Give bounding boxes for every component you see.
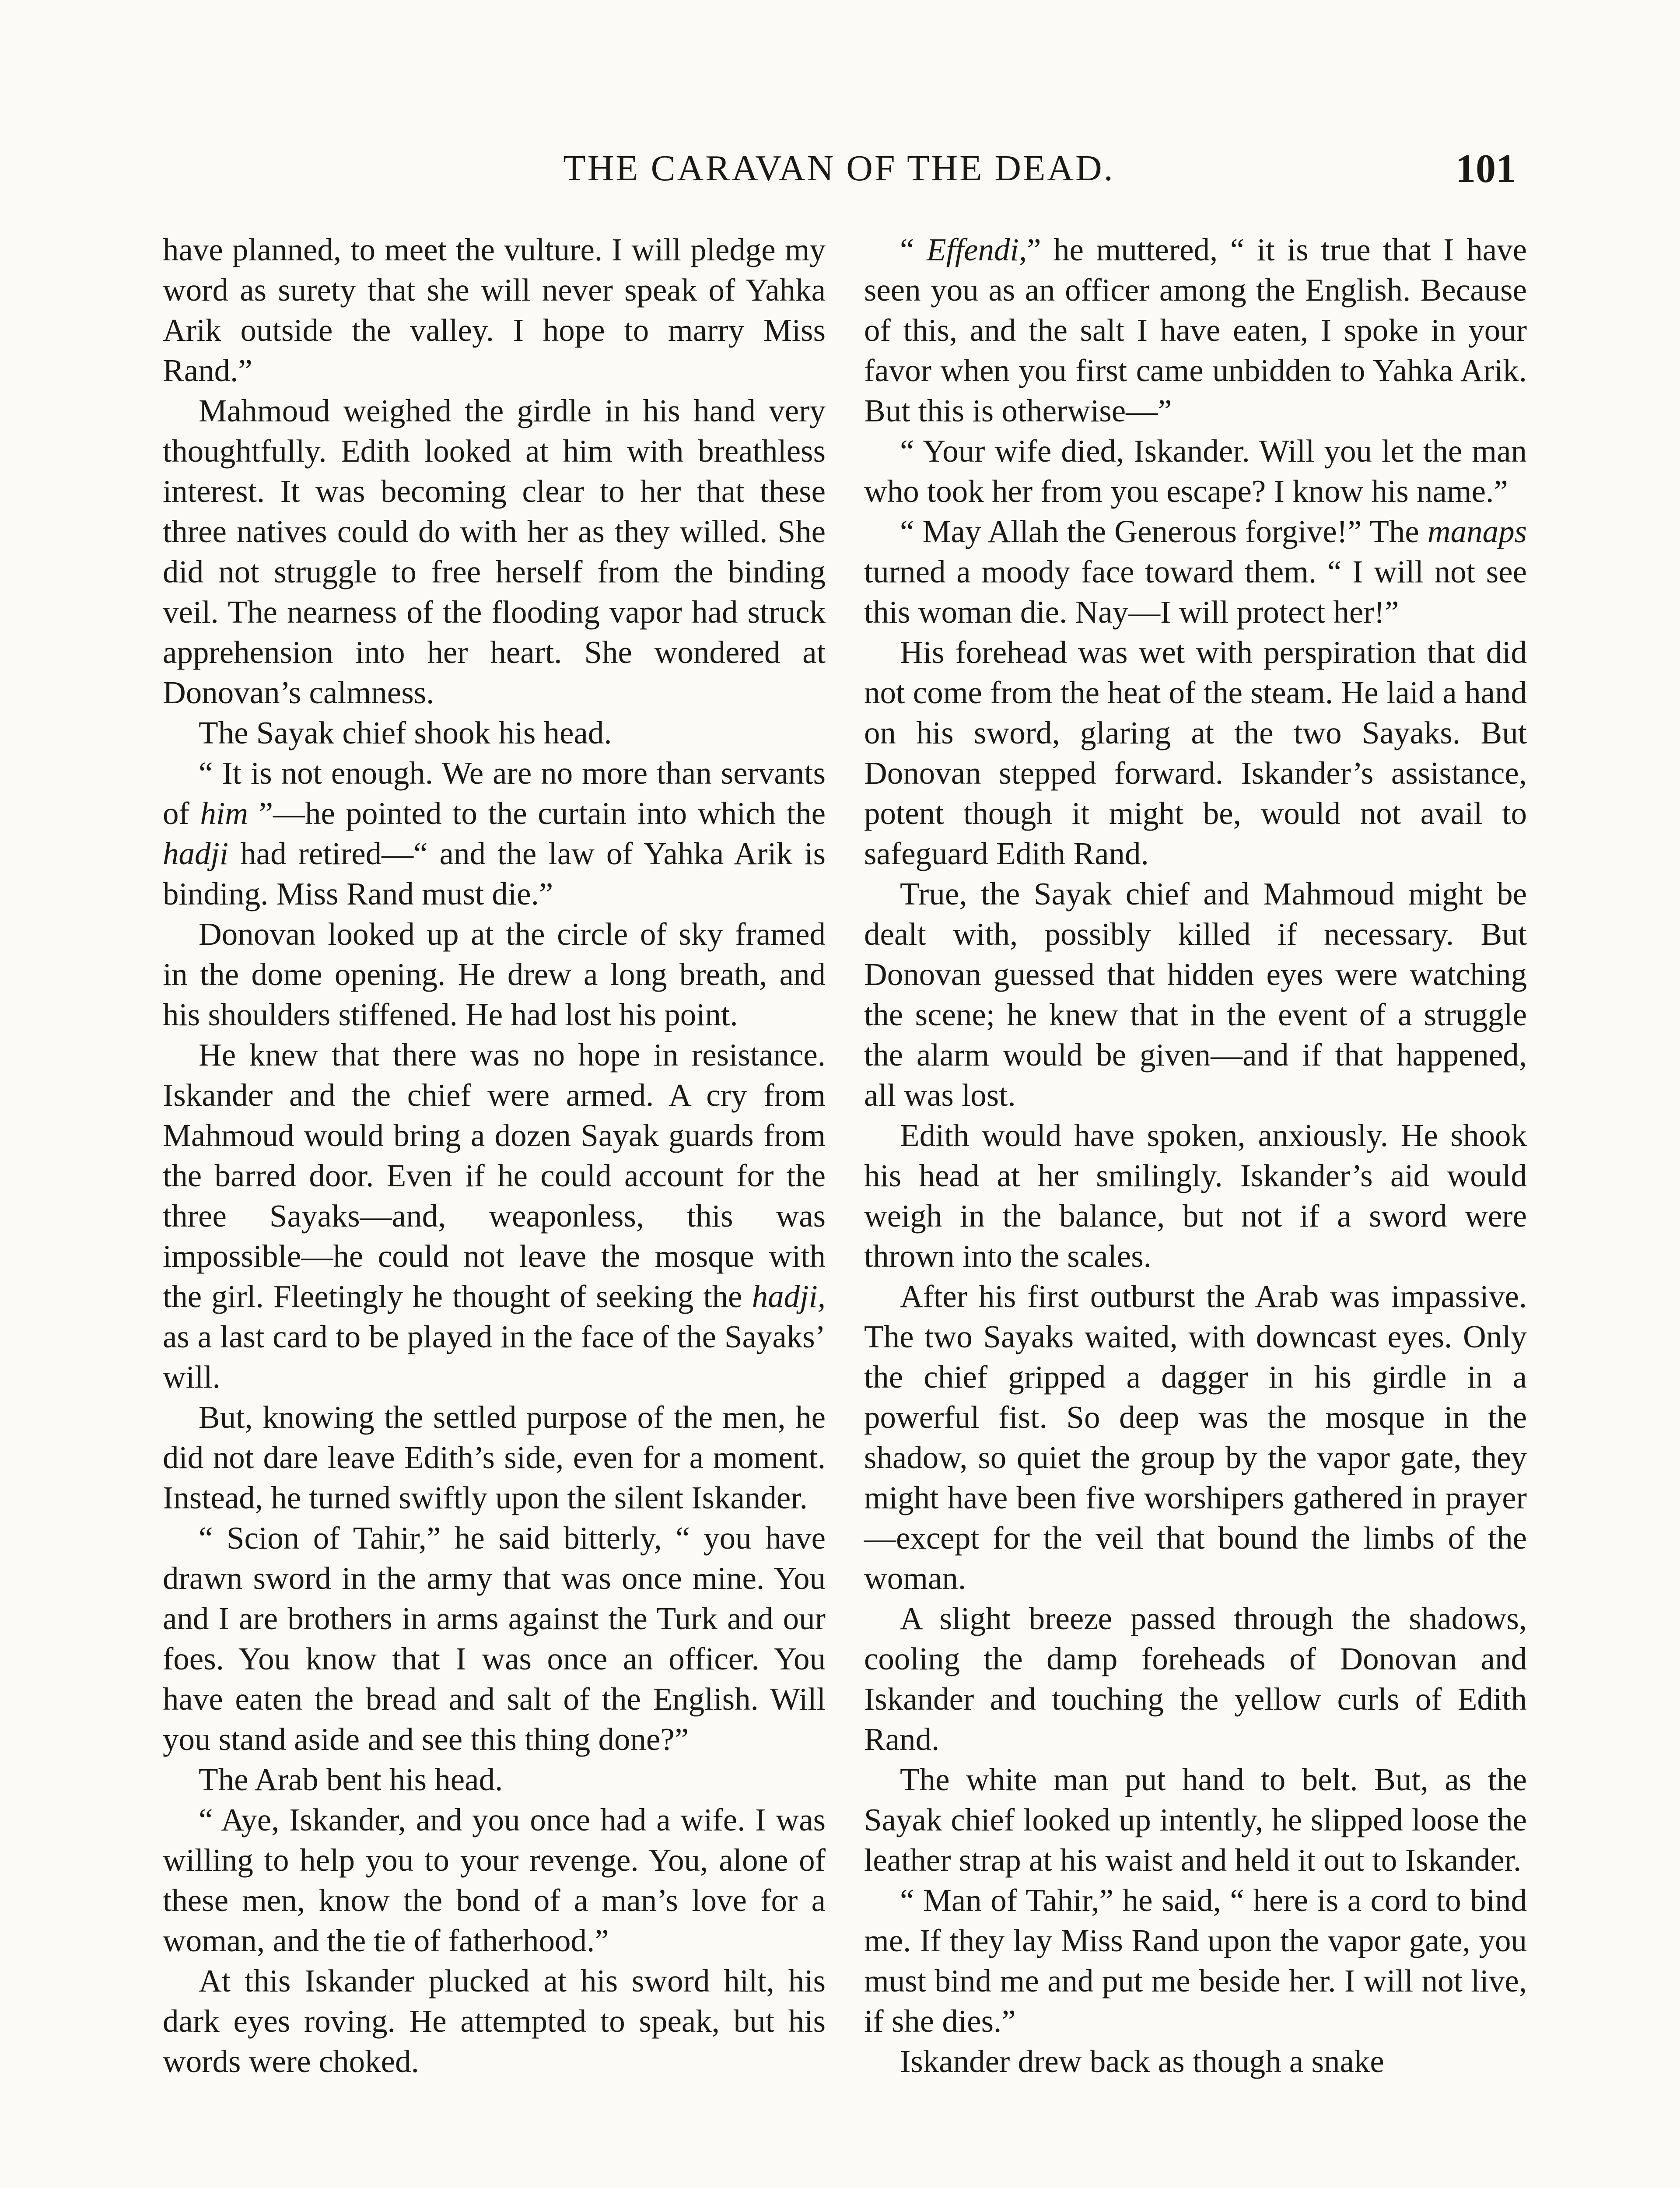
text-run: Donovan looked up at the circle of sky framed in the dome opening. He drew a long breath, and his shoulders stiffened. He had lost his point. [163,916,826,1032]
text-run: He knew that there was no hope in resistance. Iskander and the chief were armed. A cry from Mahmoud would bring a dozen Sayak guards from the barred door. Even if he could account for the three Sayaks—and, weaponless, this was impossible—he could not leave the mosque with the girl. Fleetingly he thought of seeking the [163,1037,826,1314]
paragraph [864,1599,1527,1760]
text-run: The Arab bent his head. [199,1762,503,1797]
text-run: Iskander drew back as though a snake [900,2044,1384,2079]
text-run: True, the Sayak chief and Mahmoud might be dealt with, possibly killed if necessary. But Donovan guessed that hidden eyes were watching the scene; he knew that in the event of a struggle the alarm would be given—and if that happened, all was lost. [864,876,1527,1113]
text-run: “ Man of Tahir,” he said, “ here is a cord to bind me. If they lay Miss Rand upon the vapor gate, you must bind me and put me beside her. I will not live, if she dies.” [864,1883,1527,2039]
text-run: turned a moody face toward them. “ I will not see this woman die. Nay—I will protect her!” [864,554,1527,630]
text-run: “ Your wife died, Iskander. Will you let the man who took her from you escape? I know his name.” [864,433,1527,509]
text-run: “ It is not enough. We are no more than servants of [163,755,826,831]
text-run: At this Iskander plucked at his sword hilt, his dark eyes roving. He attempted to speak, but his words were choked. [163,1963,826,2079]
running-title: THE CARAVAN OF THE DEAD. [563,148,1115,189]
paragraph [864,512,1527,632]
italic-text: hadji [163,836,229,871]
paragraph [163,1035,826,1397]
italic-text: Effendi, [926,232,1027,267]
paragraph [864,874,1527,1115]
paragraph [864,431,1527,512]
text-run: “ [900,232,927,267]
text-run: His forehead was wet with perspiration that did not come from the heat of the steam. He laid a hand on his sword, glaring at the two Sayaks. But Donovan stepped forward. Iskander’s assistance, potent though it might be, would not avail to safeguard Edith Rand. [864,635,1527,871]
paragraph [163,391,826,713]
paragraph [163,1397,826,1518]
paragraph [864,632,1527,874]
text-run: ”—he pointed to the curtain into which the [248,796,826,831]
text-run: “ Scion of Tahir,” he said bitterly, “ you have drawn sword in the army that was once mine. You and I are brothers in arms against the Turk and our foes. You know that I was once an officer. You have eaten the bread and salt of the English. Will you stand aside and see this thing done?” [163,1520,826,1757]
paragraph [163,1518,826,1760]
text-run: had retired—“ and the law of Yahka Arik is binding. Miss Rand must die.” [163,836,826,912]
paragraph [163,1800,826,1961]
italic-text: him [200,796,248,831]
paragraph [163,1760,826,1800]
text-run: A slight breeze passed through the shadows, cooling the damp foreheads of Donovan and Iskander and touching the yellow curls of Edith Rand. [864,1601,1527,1757]
paragraph [864,1115,1527,1276]
page-number: 101 [1456,146,1516,191]
text-run: “ Aye, Iskander, and you once had a wife. I was willing to help you to your revenge. You, alone of these men, know the bond of a man’s love for a woman, and the tie of fatherhood.” [163,1802,826,1958]
italic-text: hadji, [752,1279,826,1314]
paragraph [163,914,826,1035]
text-run: have planned, to meet the vulture. I will pledge my word as surety that she will never speak of Yahka Arik outside the valley. I hope to marry Miss Rand.” [163,232,826,388]
text-run: The white man put hand to belt. But, as the Sayak chief looked up intently, he slipped loose the leather strap at his waist and held it out to Iskander. [864,1762,1527,1878]
text-run: The Sayak chief shook his head. [199,715,612,750]
right-text-column [864,230,1527,2082]
text-run: Edith would have spoken, anxiously. He shook his head at her smilingly. Iskander’s aid would weigh in the balance, but not if a sword were thrown into the scales. [864,1118,1527,1274]
page-header [162,144,1516,197]
italic-text: manaps [1427,514,1527,549]
paragraph [163,230,826,391]
paragraph [864,1880,1527,2041]
text-run: as a last card to be played in the face of the Sayaks’ will. [163,1319,826,1395]
paragraph [163,1961,826,2082]
paragraph [864,2041,1527,2082]
text-run: Mahmoud weighed the girdle in his hand very thoughtfully. Edith looked at him with breathless interest. It was becoming clear to her that these three natives could do with her as they willed. She did not struggle to free herself from the binding veil. The nearness of the flooding vapor had struck apprehension into her heart. She wondered at Donovan’s calmness. [163,393,826,710]
text-run: “ May Allah the Generous forgive!” The [900,514,1428,549]
text-run: ” he muttered, “ it is true that I have seen you as an officer among the English. Because of this, and the salt I have eaten, I spoke in your favor when you first came unbidden to Yahka Arik. But this is otherwise—” [864,232,1527,428]
paragraph [163,713,826,753]
text-run: But, knowing the settled purpose of the men, he did not dare leave Edith’s side, even for a moment. Instead, he turned swiftly upon the silent Iskander. [163,1399,826,1515]
paragraph [864,1760,1527,1880]
paragraph [864,1276,1527,1599]
paragraph [864,230,1527,431]
left-text-column [163,230,826,2082]
paragraph [163,753,826,914]
text-run: After his first outburst the Arab was impassive. The two Sayaks waited, with downcast eyes. Only the chief gripped a dagger in his girdle in a powerful fist. So deep was the mosque in the shadow, so quiet the group by the vapor gate, they might have been five worshipers gathered in prayer—except for the veil that bound the limbs of the woman. [864,1279,1527,1596]
